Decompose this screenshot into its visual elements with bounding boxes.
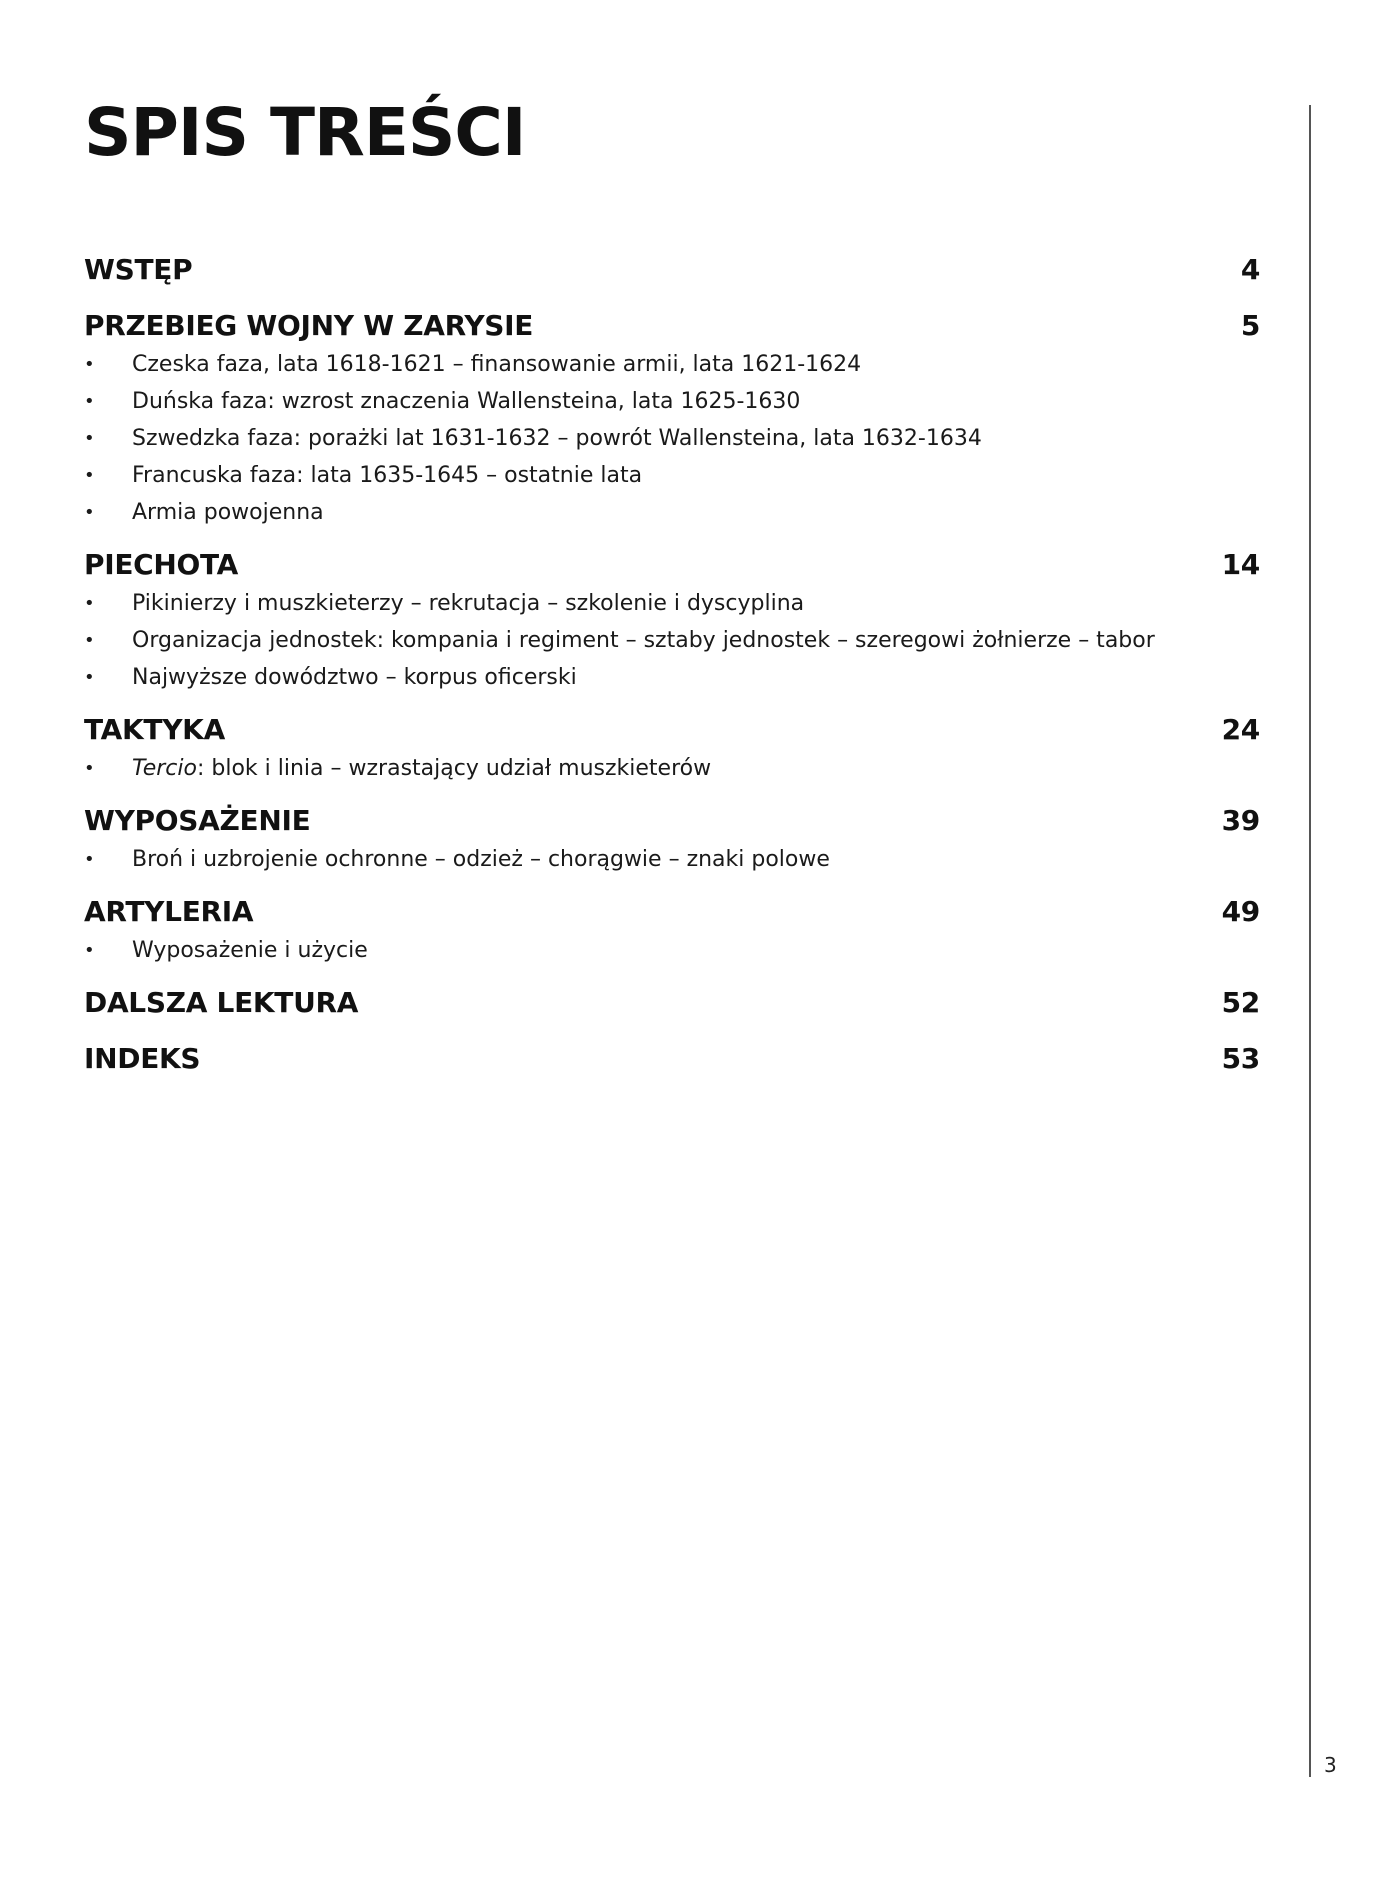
toc-section-heading[interactable] [84,250,1260,290]
toc-section-title: WYPOSAŻENIE [84,804,311,837]
toc-subitem[interactable] [84,750,1260,787]
toc-section-page: 53 [1221,1042,1260,1075]
toc-section [84,545,1260,696]
toc-section-heading[interactable] [84,983,1260,1023]
toc-section-page: 52 [1221,986,1260,1019]
toc-section-title: INDEKS [84,1042,201,1075]
toc-subitem[interactable]: • Pikinierzy i muszkieterzy – rekrutacja – szkolenie i dyscyplina [84,585,1260,622]
page-title: SPIS TREŚCI [84,94,526,171]
toc-subitem[interactable]: • Armia powojenna [84,494,1260,531]
toc-subitem[interactable]: • Francuska faza: lata 1635-1645 – ostatnie lata [84,457,1260,494]
toc-subitem[interactable]: • Najwyższe dowództwo – korpus oficerski [84,659,1260,696]
toc-subitem[interactable]: • Wyposażenie i użycie [84,932,1260,969]
toc-section-title: WSTĘP [84,253,193,286]
toc-section-title: PIECHOTA [84,548,239,581]
toc-section [84,892,1260,969]
toc-subitem-list [84,932,1260,969]
toc-subitem-list [84,346,1260,531]
toc-section-page: 24 [1221,713,1260,746]
toc-subitem-list [84,585,1260,696]
toc-section-page: 5 [1240,309,1260,342]
toc-subitem[interactable]: • Czeska faza, lata 1618-1621 – finansowanie armii, lata 1621-1624 [84,346,1260,383]
toc-subitem-list [84,841,1260,878]
toc-section-heading[interactable] [84,710,1260,750]
toc-section [84,801,1260,878]
toc-section-page: 14 [1221,548,1260,581]
toc-section-heading[interactable] [84,306,1260,346]
toc-section-title: TAKTYKA [84,713,225,746]
toc-subitem[interactable]: • Duńska faza: wzrost znaczenia Wallensteina, lata 1625-1630 [84,383,1260,420]
toc-section-page: 49 [1221,895,1260,928]
toc-section-heading[interactable] [84,892,1260,932]
toc-section-title: PRZEBIEG WOJNY W ZARYSIE [84,309,534,342]
toc-section-page: 39 [1221,804,1260,837]
toc-section-heading[interactable] [84,545,1260,585]
table-of-contents [84,250,1260,1079]
toc-section-title: ARTYLERIA [84,895,254,928]
toc-section-page: 4 [1240,253,1260,286]
toc-subitem[interactable]: • Szwedzka faza: porażki lat 1631-1632 – powrót Wallensteina, lata 1632-1634 [84,420,1260,457]
toc-section [84,306,1260,531]
page-number: 3 [1324,1753,1337,1777]
toc-section [84,710,1260,787]
toc-subitem[interactable]: • Broń i uzbrojenie ochronne – odzież – chorągwie – znaki polowe [84,841,1260,878]
toc-section-heading[interactable] [84,801,1260,841]
toc-subitem-text: : blok i linia – wzrastający udział muszkieterów [196,756,712,781]
toc-subitem-list [84,750,1260,787]
toc-subitem-italic: Tercio [132,756,197,781]
toc-subitem[interactable]: • Organizacja jednostek: kompania i regiment – sztaby jednostek – szeregowi żołnierze – tabor [84,622,1260,659]
toc-section-title: DALSZA LEKTURA [84,986,359,1019]
toc-section [84,983,1260,1023]
toc-section [84,1039,1260,1079]
toc-section [84,250,1260,290]
toc-section-heading[interactable] [84,1039,1260,1079]
margin-rule [1309,105,1311,1777]
